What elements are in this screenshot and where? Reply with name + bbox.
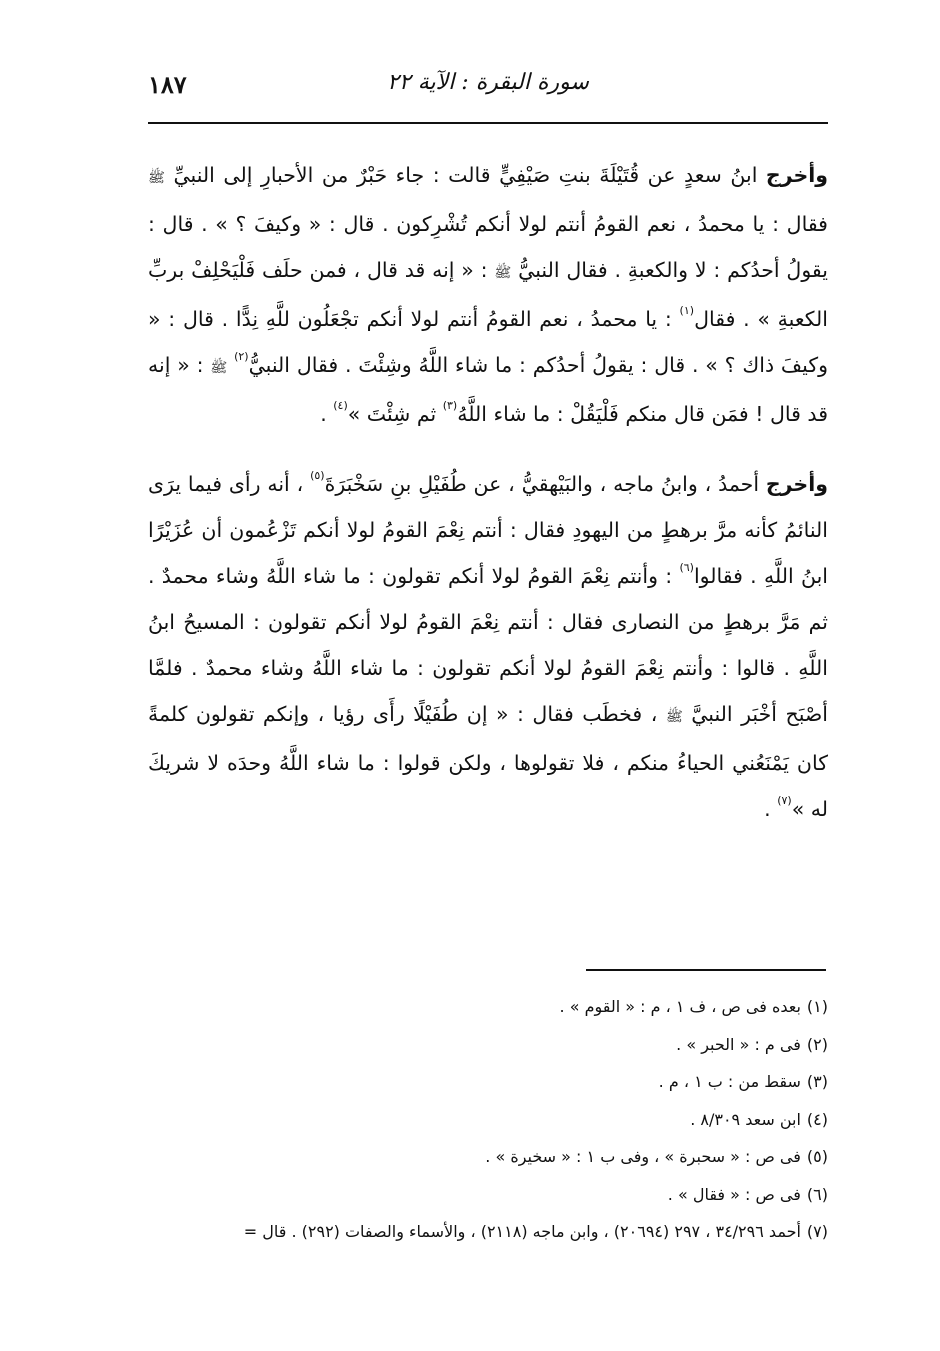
footnote-item xyxy=(148,1101,828,1139)
text-run: : يا محمدُ ، نعم القومُ أنتم لولا أنكم تجْعَلُون للَّهِ نِدًّا . قال : « وكيفَ ذاك ؟ » . قال : يقولُ أحدُكم : ما شاء اللَّهُ وشِئْتَ . فقال النبيُّ xyxy=(148,307,828,377)
footnote-item xyxy=(148,1063,828,1101)
paragraph xyxy=(148,461,828,832)
footnote-reference: (١) xyxy=(679,304,695,317)
text-run: ابنُ سعدٍ عن قُتَيْلَةَ بنتِ صَيْفِيٍّ قالت : جاء حَبْرٌ من الأحبارِ إلى النبيِّ xyxy=(164,163,766,187)
paragraph-lead-word: وأخرج xyxy=(765,472,828,496)
salawat-honorific: ﷺ xyxy=(665,709,683,725)
text-run: : « إنه قد قال ! فمَن قال منكم فَلْيَقُلْ : ما شاء اللَّهُ xyxy=(148,353,828,426)
footnote-divider xyxy=(586,969,826,971)
text-run: . xyxy=(764,797,778,821)
footnote-item xyxy=(148,1026,828,1064)
salawat-honorific: ﷺ xyxy=(210,360,228,376)
footnote-number: (٦) xyxy=(806,1184,828,1204)
text-run: فقال : يا محمدُ ، نعم القومُ أنتم لولا أنكم تُشْرِكون . قال : « وكيفَ ؟ » . قال : يقولُ أحدُكم : لا والكعبةِ . فقال النبيُّ xyxy=(148,212,828,282)
footnote-reference: (٧) xyxy=(777,794,792,807)
text-run: ثم شِئْتَ » xyxy=(347,402,443,426)
running-title: سورة البقرة : الآية ٢٢ xyxy=(387,70,589,95)
footnote-reference: (٦) xyxy=(679,561,694,574)
footnote-text: ابن سعد ٨/٣٠٩ . xyxy=(690,1109,801,1129)
footnote-number: (١) xyxy=(806,997,828,1016)
footnote-reference: (٣) xyxy=(442,399,458,412)
footnote-item xyxy=(148,1138,828,1176)
text-run: : وأنتم نِعْمَ القومُ لولا أنكم تقولون : ما شاء اللَّهُ وشاء محمدٌ . ثم مَرَّ برهطٍ من النصارى فقال : أنتم نِعْمَ القومُ لولا أنكم تقولون : المسيحُ ابنُ اللَّهِ . قالوا : وأنتم نِعْمَ القومُ لولا أنكم تقولون : ما شاء اللَّهُ وشاء محمدٌ . فلمَّا أصْبَح أخْبَر النبيَّ xyxy=(148,564,828,726)
page-header xyxy=(148,68,828,124)
footnote-number: (٧) xyxy=(806,1222,828,1241)
footnote-item xyxy=(148,988,828,1026)
footnote-reference: (٢) xyxy=(234,350,249,363)
salawat-honorific: ﷺ xyxy=(148,170,165,186)
footnote-reference: (٥) xyxy=(310,469,325,482)
footnote-text: فى ص : « سحبرة » ، وفى ب ١ : « سخيرة » . xyxy=(485,1147,801,1166)
footnote-number: (٥) xyxy=(806,1147,828,1166)
footnote-text: فى ص : « فقال » . xyxy=(667,1184,801,1204)
footnote-text: سقط من : ب ١ ، م . xyxy=(658,1072,801,1091)
footnote-text: فى م : « الحبر » . xyxy=(676,1034,801,1054)
page-number: ١٨٧ xyxy=(148,70,187,99)
footnote-item xyxy=(148,1213,828,1251)
paragraph xyxy=(148,152,828,437)
main-text xyxy=(148,152,828,856)
text-run: . xyxy=(320,402,334,426)
footnote-text: أحمد ٣٤/٢٩٦ ، ٢٩٧ (٢٠٦٩٤) ، وابن ماجه (٢١١٨) ، والأسماء والصفات (٢٩٢) . قال = xyxy=(243,1222,801,1241)
header-divider xyxy=(148,122,828,124)
footnote-item xyxy=(148,1176,828,1214)
footnote-number: (٣) xyxy=(806,1072,828,1091)
text-run: ، فخطَب فقال : « إن طُفَيْلًا رأَى رؤيا ، وإنكم تقولون كلمةً كان يَمْنَعُني الحياءُ منكم ، فلا تقولوها ، ولكن قولوا : ما شاء اللَّهُ وحدَه لا شريكَ له » xyxy=(148,702,828,821)
footnote-number: (٢) xyxy=(806,1034,828,1054)
text-run: ، أنه رأى فيما يرَى النائمُ كأنه مرَّ برهطٍ من اليهودِ فقال : أنتم نِعْمَ القومُ لولا أنكم تَزْعُمون أن عُزَيْرًا ابنُ اللَّهِ . فقالوا xyxy=(148,472,828,588)
salawat-honorific: ﷺ xyxy=(494,265,512,281)
footnotes xyxy=(148,988,828,1251)
footnote-number: (٤) xyxy=(806,1109,828,1129)
paragraph-lead-word: وأخرج xyxy=(765,163,828,187)
footnote-text: بعده فى ص ، ف ١ ، م : « القوم » . xyxy=(559,997,801,1016)
text-run: : « إنه قد قال ، فمن حلَف فَلْيَحْلِفْ بربِّ الكعبةِ » . فقال xyxy=(148,258,828,331)
text-run: أحمدُ ، وابنُ ماجه ، والبَيْهقيُّ ، عن طُفَيْلِ بنِ سَخْبَرَةَ xyxy=(324,472,766,496)
footnote-reference: (٤) xyxy=(333,399,348,412)
